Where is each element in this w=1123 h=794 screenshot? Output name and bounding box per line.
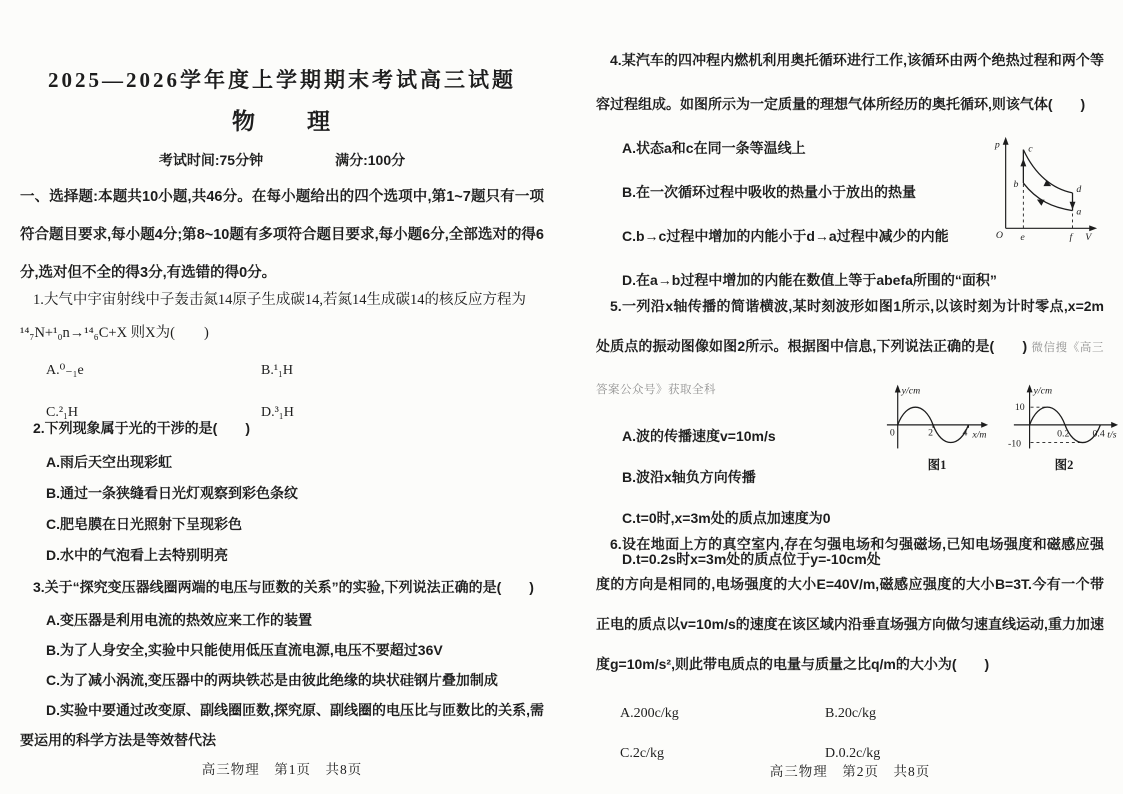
wave-figure-1-svg (882, 380, 992, 454)
tick-02-label: 0.2 (1057, 428, 1070, 440)
x-axis-label: x/m (972, 429, 987, 441)
curve-a-to-b (1023, 183, 1072, 211)
option-c: C.²₁H (46, 405, 79, 420)
point-a-label: a (1076, 206, 1082, 218)
tick-04-label: 0.4 (1092, 428, 1105, 440)
question-4-options (596, 126, 1010, 258)
ytick-neg10-label: -10 (1007, 438, 1022, 450)
arrow-down-da (1070, 202, 1076, 210)
question-6-stem: 6.设在地面上方的真空室内,存在匀强电场和匀强磁场,已知电场强度和磁感应强度的方向是相同的,电场强度的大小E=40V/m,磁感应强度的大小B=3T.今有一个带正电的质点以v=10m/s的速度在该区域内沿垂直场强方向做匀速直线运动,重力加速度g=10m/s²,则此带电质点的电量与质量之比q/m的大小为( ) (596, 536, 1104, 672)
point-d-label: d (1076, 183, 1082, 195)
option-b: B.20c/kg (825, 706, 876, 721)
exam-title: 2025—2026学年度上学期期末考试高三试题 (48, 68, 516, 92)
question-3 (20, 572, 544, 755)
watermark-text: 微信搜《高三答案公众号》获取全科 (596, 342, 1105, 396)
curve-c-to-d (1023, 150, 1072, 193)
point-b-label: b (1013, 179, 1019, 190)
question-3-stem: 3.关于“探究变压器线圈两端的电压与匝数的关系”的实验,下列说法正确的是( ) (33, 579, 534, 595)
option-c: C.为了减小涡流,变压器中的两块铁芯是由彼此绝缘的块状硅钢片叠加制成 (46, 672, 498, 688)
option-a: A.变压器是利用电流的热效应来工作的装置 (46, 612, 312, 628)
wave-figure-2-svg (1006, 380, 1122, 454)
y-axis-arrow (895, 385, 901, 393)
section-1-instructions: 一、选择题:本题共10小题,共46分。在每小题给出的四个选项中,第1~7题只有一项符合题目要求,每小题4分;第8~10题有多项符合题目要求,每小题6分,全部选对的得6分,选对但不全的得3分,有选错的得0分。 (20, 189, 544, 281)
v-axis-arrow (1089, 225, 1097, 231)
option-b: B.通过一条狭缝看日光灯观察到彩色条纹 (46, 485, 298, 501)
option-b: B.波沿x轴负方向传播 (622, 469, 756, 485)
option-b: B.¹₁H (261, 363, 294, 378)
point-c-label: c (1028, 143, 1033, 155)
question-3-options (20, 605, 544, 695)
p-axis-arrow (1003, 137, 1009, 145)
option-a: A.雨后天空出现彩虹 (46, 454, 172, 470)
tick-e-label: e (1020, 232, 1025, 244)
figure-2-caption: 图2 (1054, 458, 1074, 472)
y-axis-label: y/cm (1033, 385, 1053, 397)
question-4-stem: 4.某汽车的四冲程内燃机利用奥托循环进行工作,该循环由两个绝热过程和两个等容过程组成。如图所示为一定质量的理想气体所经历的奥托循环,则该气体( ) (596, 52, 1104, 112)
question-2-stem: 2.下列现象属于光的干涉的是( ) (33, 420, 250, 436)
ytick-10-label: 10 (1014, 402, 1025, 414)
tick-0-label: 0 (889, 427, 895, 439)
option-a: A.状态a和c在同一条等温线上 (622, 140, 806, 156)
wave-figure-1 (882, 380, 992, 473)
option-b: B.为了人身安全,实验中只能使用低压直流电源,电压不要超过36V (46, 642, 443, 658)
exam-full-score: 满分:100分 (335, 152, 406, 168)
page-1-footer: 高三物理 第1页 共8页 (201, 762, 363, 777)
arrow-ab (1035, 196, 1044, 205)
x-axis-arrow (981, 422, 988, 428)
option-a: A.200c/kg (620, 706, 679, 721)
question-1-equation: ¹⁴₇N+¹₀n→¹⁴₆C+X 则X为( ) (20, 325, 209, 341)
origin-label: O (995, 230, 1003, 242)
question-5-stem-text: 5.一列沿x轴传播的简谐横波,某时刻波形如图1所示,以该时刻为计时零点,x=2m处质点的振动图像如图2所示。根据图中信息,下列说法正确的是( ) (596, 298, 1104, 354)
option-d: D.在a→b过程中增加的内能在数值上等于abefa所围的“面积” (622, 272, 997, 288)
y-axis-arrow (1027, 385, 1033, 393)
x-axis-label: t/s (1107, 429, 1117, 441)
arrow-up-bc (1020, 158, 1026, 166)
option-c: C.t=0时,x=3m处的质点加速度为0 (622, 510, 831, 526)
wave-figure-2 (1006, 380, 1122, 473)
question-6 (596, 524, 1104, 774)
question-2-options (20, 447, 544, 571)
pv-diagram (986, 130, 1102, 244)
exam-meta (20, 150, 544, 170)
option-d: D.实验中要通过改变原、副线圈匝数,探究原、副线圈的电压比与匝数比的关系,需要运用的科学方法是等效替代法 (20, 702, 544, 748)
p-axis-label: p (994, 139, 1000, 151)
wave-figures (882, 380, 1122, 473)
option-d: D.t=0.2s时x=3m处的质点位于y=-10cm处 (622, 551, 881, 567)
option-c: C.b→c过程中增加的内能小于d→a过程中减少的内能 (622, 228, 949, 244)
question-1-stem: 1.大气中宇宙射线中子轰击氮14原子生成碳14,若氮14生成碳14的核反应方程为 (33, 292, 526, 308)
tick-f-label: f (1069, 232, 1073, 244)
option-c: C.肥皂膜在日光照射下呈现彩色 (46, 516, 242, 532)
figure-1-caption: 图1 (927, 458, 947, 472)
question-2 (20, 412, 544, 571)
exam-duration: 考试时间:75分钟 (158, 152, 264, 168)
subject-title: 物 理 (232, 109, 332, 134)
tick-4-label: 4 (962, 427, 968, 439)
option-d: D.水中的气泡看上去特别明亮 (46, 547, 228, 563)
option-d: D.0.2c/kg (825, 746, 881, 761)
y-axis-label: y/cm (901, 385, 921, 397)
tick-2-label: 2 (928, 427, 934, 439)
v-axis-label: V (1085, 232, 1092, 244)
option-c: C.2c/kg (620, 746, 664, 761)
x-axis-arrow (1111, 422, 1118, 428)
option-a: A.波的传播速度v=10m/s (622, 428, 776, 444)
option-d: D.³₁H (261, 405, 294, 420)
pv-diagram-svg (986, 130, 1102, 244)
page-2-footer: 高三物理 第2页 共8页 (769, 764, 931, 779)
option-a: A.⁰₋₁e (46, 363, 84, 378)
option-b: B.在一次循环过程中吸收的热量小于放出的热量 (622, 184, 916, 200)
